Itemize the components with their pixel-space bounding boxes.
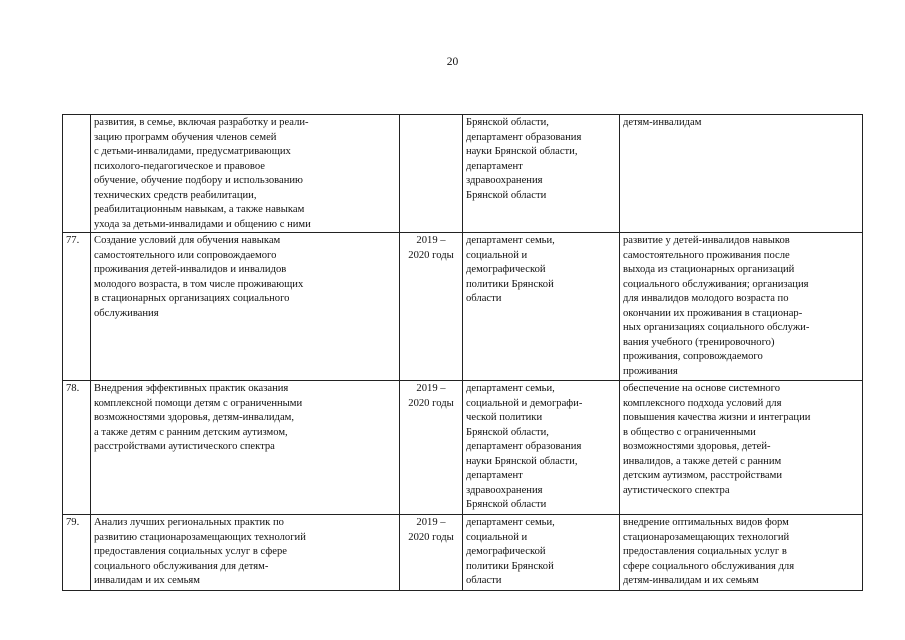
responsible-cell: Брянской области, департамент образования науки Брянской области, департамент здравоохранения Брянской области — [463, 115, 620, 233]
term-cell: 2019 – 2020 годы — [400, 233, 463, 381]
row-number: 78. — [63, 381, 91, 515]
result-cell: обеспечение на основе системного комплексного подхода условий для повышения качества жизни и интеграции в общество с ограниченными возможностями здоровья, детей- инвалидов, а также детей с ранним детским аутизмом, расстройствами аутистического спектра — [620, 381, 863, 515]
result-cell: внедрение оптимальных видов форм стационарозамещающих технологий предоставления социальных услуг в сфере социального обслуживания для детям-инвалидам и их семьям — [620, 515, 863, 591]
row-number — [63, 115, 91, 233]
result-cell: детям-инвалидам — [620, 115, 863, 233]
action-cell: Анализ лучших региональных практик по развитию стационарозамещающих технологий предоставления социальных услуг в сфере социального обслуживания для детям- инвалидам и их семьям — [91, 515, 400, 591]
measures-table — [62, 114, 863, 591]
responsible-cell: департамент семьи, социальной и демографической политики Брянской области — [463, 515, 620, 591]
result-cell: развитие у детей-инвалидов навыков самостоятельного проживания после выхода из стационарных организаций социального обслуживания; организация для инвалидов молодого возраста по окончании их проживания в стационар- ных организациях социального обслужи- вания учебного (тренировочного) проживания, сопровождаемого проживания — [620, 233, 863, 381]
action-cell: Внедрения эффективных практик оказания комплексной помощи детям с ограниченными возможностями здоровья, детям-инвалидам, а также детям с ранним детским аутизмом, расстройствами аутистического спектра — [91, 381, 400, 515]
table-row — [63, 115, 863, 233]
responsible-cell: департамент семьи, социальной и демографи- ческой политики Брянской области, департамент образования науки Брянской области, департамент здравоохранения Брянской области — [463, 381, 620, 515]
page-number: 20 — [446, 56, 459, 68]
term-cell: 2019 – 2020 годы — [400, 515, 463, 591]
term-cell: 2019 – 2020 годы — [400, 381, 463, 515]
row-number: 77. — [63, 233, 91, 381]
action-cell: Создание условий для обучения навыкам самостоятельного или сопровождаемого проживания детей-инвалидов и инвалидов молодого возраста, в том числе проживающих в стационарных организациях социального обслуживания — [91, 233, 400, 381]
action-cell: развития, в семье, включая разработку и реали- зацию программ обучения членов семей с детьми-инвалидами, предусматривающих психолого-педагогическое и правовое обучение, обучение подбору и использованию технических средств реабилитации, реабилитационным навыкам, а также навыкам ухода за детьми-инвалидами и общению с ними — [91, 115, 400, 233]
table-row — [63, 233, 863, 381]
row-number: 79. — [63, 515, 91, 591]
term-cell — [400, 115, 463, 233]
responsible-cell: департамент семьи, социальной и демографической политики Брянской области — [463, 233, 620, 381]
table-row — [63, 381, 863, 515]
table-row — [63, 515, 863, 591]
